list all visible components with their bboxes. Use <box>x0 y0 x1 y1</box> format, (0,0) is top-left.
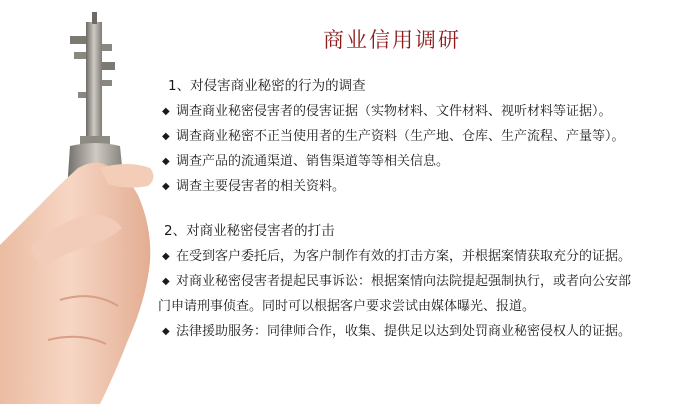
list-item: ◆ 对商业秘密侵害者提起民事诉讼：根据案情向法院提起强制执行，或者向公安部 <box>158 269 686 294</box>
content-area <box>158 74 686 344</box>
list-item: ◆ 在受到客户委托后，为客户制作有效的打击方案，并根据案情获取充分的证据。 <box>158 244 686 269</box>
list-item: ◆ 调查商业秘密侵害者的侵害证据（实物材料、文件材料、视听材料等证据）。 <box>158 99 686 124</box>
list-item: ◆ 调查主要侵害者的相关资料。 <box>158 174 686 199</box>
list-item: ◆ 调查产品的流通渠道、销售渠道等等相关信息。 <box>158 149 686 174</box>
list-item: ◆ 调查商业秘密不正当使用者的生产资料（生产地、仓库、生产流程、产量等）。 <box>158 124 686 149</box>
list-item-continuation: 门申请刑事侦查。同时可以根据客户要求尝试由媒体曝光、报道。 <box>158 299 536 314</box>
section-heading-1: 1、对侵害商业秘密的行为的调查 <box>168 78 366 94</box>
section-heading-2: 2、对商业秘密侵害者的打击 <box>164 223 335 239</box>
page-title: 商业信用调研 <box>323 28 461 52</box>
hand-icon <box>0 162 154 404</box>
list-item: ◆ 法律援助服务：同律师合作，收集、提供足以达到处罚商业秘密侵权人的证据。 <box>158 319 686 344</box>
